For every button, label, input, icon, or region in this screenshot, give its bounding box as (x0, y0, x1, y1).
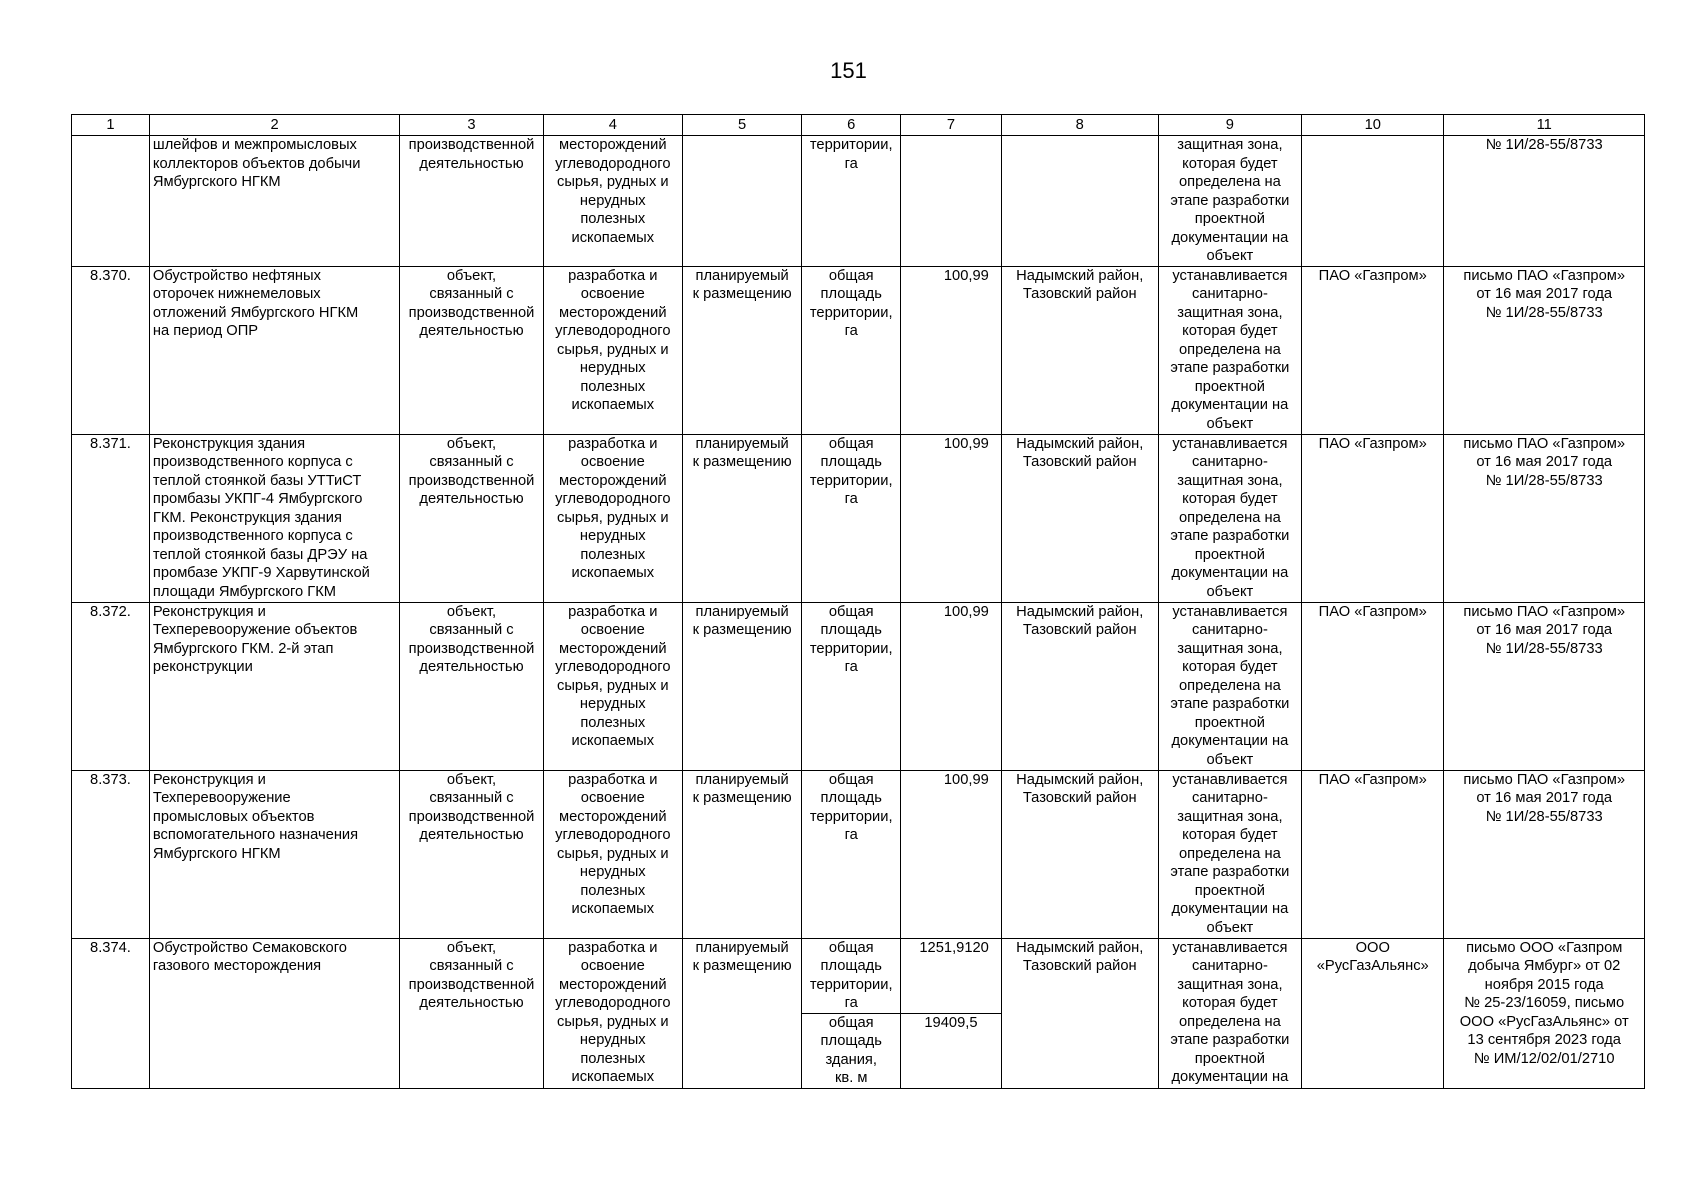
cell-zone: устанавливается санитарно- защитная зона, которая будет определена на этапе разработки проектной документации на объект (1158, 602, 1301, 770)
column-number: 5 (682, 115, 801, 136)
cell-zone: устанавливается санитарно- защитная зона, которая будет определена на этапе разработки проектной документации на объект (1158, 770, 1301, 938)
column-number: 11 (1444, 115, 1645, 136)
cell-purpose: разработка и освоение месторождений углеводородного сырья, рудных и нерудных полезных ископаемых (543, 434, 682, 602)
column-number: 6 (802, 115, 901, 136)
cell-zone: устанавливается санитарно- защитная зона, которая будет определена на этапе разработки проектной документации на (1158, 938, 1301, 1088)
table-row (72, 266, 1645, 434)
cell-document: письмо ПАО «Газпром» от 16 мая 2017 года № 1И/28-55/8733 (1444, 602, 1645, 770)
cell-object-type: объект, связанный с производственной деятельностью (400, 602, 543, 770)
page-number: 151 (830, 58, 867, 83)
cell-object-type: объект, связанный с производственной деятельностью (400, 938, 543, 1088)
cell-parameter: общая площадь территории, га (802, 770, 901, 938)
cell-object-name: шлейфов и межпромысловых коллекторов объектов добычи Ямбургского НГКМ (149, 136, 399, 267)
cell-object-name: Реконструкция и Техперевооружение объектов Ямбургского ГКМ. 2-й этап реконструкции (149, 602, 399, 770)
cell-object-type: объект, связанный с производственной деятельностью (400, 266, 543, 434)
cell-number: 8.370. (72, 266, 150, 434)
column-number: 3 (400, 115, 543, 136)
cell-status (682, 136, 801, 267)
cell-organization: ПАО «Газпром» (1302, 266, 1444, 434)
cell-parameter: общая площадь здания, кв. м (802, 1013, 901, 1088)
table-row (72, 434, 1645, 602)
table-row (72, 136, 1645, 267)
cell-parameter: общая площадь территории, га (802, 434, 901, 602)
cell-status: планируемый к размещению (682, 938, 801, 1088)
cell-status: планируемый к размещению (682, 602, 801, 770)
cell-organization: ПАО «Газпром» (1302, 602, 1444, 770)
cell-location: Надымский район, Тазовский район (1001, 602, 1158, 770)
cell-organization: ПАО «Газпром» (1302, 434, 1444, 602)
cell-parameter: общая площадь территории, га (802, 602, 901, 770)
table-row (72, 938, 1645, 1013)
column-number: 10 (1302, 115, 1444, 136)
cell-organization: ООО «РусГазАльянс» (1302, 938, 1444, 1088)
cell-zone: защитная зона, которая будет определена на этапе разработки проектной документации на объект (1158, 136, 1301, 267)
cell-object-name: Обустройство нефтяных оторочек нижнемеловых отложений Ямбургского НГКМ на период ОПР (149, 266, 399, 434)
table-row (72, 602, 1645, 770)
column-number: 1 (72, 115, 150, 136)
column-number: 4 (543, 115, 682, 136)
cell-value: 100,99 (901, 602, 1002, 770)
column-number: 7 (901, 115, 1002, 136)
table-row (72, 770, 1645, 938)
cell-location: Надымский район, Тазовский район (1001, 266, 1158, 434)
cell-number (72, 136, 150, 267)
cell-number: 8.371. (72, 434, 150, 602)
cell-document: письмо ПАО «Газпром» от 16 мая 2017 года № 1И/28-55/8733 (1444, 266, 1645, 434)
cell-purpose: месторождений углеводородного сырья, рудных и нерудных полезных ископаемых (543, 136, 682, 267)
cell-parameter: территории, га (802, 136, 901, 267)
cell-status: планируемый к размещению (682, 434, 801, 602)
cell-value (901, 136, 1002, 267)
cell-purpose: разработка и освоение месторождений углеводородного сырья, рудных и нерудных полезных ископаемых (543, 938, 682, 1088)
cell-value: 100,99 (901, 266, 1002, 434)
cell-zone: устанавливается санитарно- защитная зона, которая будет определена на этапе разработки проектной документации на объект (1158, 434, 1301, 602)
cell-document: письмо ПАО «Газпром» от 16 мая 2017 года № 1И/28-55/8733 (1444, 770, 1645, 938)
column-number: 2 (149, 115, 399, 136)
cell-parameter: общая площадь территории, га (802, 938, 901, 1013)
cell-object-type: производственной деятельностью (400, 136, 543, 267)
column-number-row (72, 115, 1645, 136)
column-number: 9 (1158, 115, 1301, 136)
cell-object-type: объект, связанный с производственной деятельностью (400, 434, 543, 602)
cell-value: 100,99 (901, 770, 1002, 938)
cell-number: 8.372. (72, 602, 150, 770)
cell-zone: устанавливается санитарно- защитная зона, которая будет определена на этапе разработки проектной документации на объект (1158, 266, 1301, 434)
column-number: 8 (1001, 115, 1158, 136)
cell-value: 100,99 (901, 434, 1002, 602)
cell-object-name: Обустройство Семаковского газового месторождения (149, 938, 399, 1088)
cell-number: 8.374. (72, 938, 150, 1088)
cell-location: Надымский район, Тазовский район (1001, 938, 1158, 1088)
cell-document: № 1И/28-55/8733 (1444, 136, 1645, 267)
cell-parameter: общая площадь территории, га (802, 266, 901, 434)
cell-document: письмо ООО «Газпром добыча Ямбург» от 02 ноября 2015 года № 25-23/16059, письмо ООО «РусГазАльянс» от 13 сентября 2023 года № ИМ/12/02/01/2710 (1444, 938, 1645, 1088)
cell-value: 19409,5 (901, 1013, 1002, 1088)
cell-status: планируемый к размещению (682, 266, 801, 434)
cell-location: Надымский район, Тазовский район (1001, 770, 1158, 938)
cell-location: Надымский район, Тазовский район (1001, 434, 1158, 602)
cell-purpose: разработка и освоение месторождений углеводородного сырья, рудных и нерудных полезных ископаемых (543, 602, 682, 770)
cell-value: 1251,9120 (901, 938, 1002, 1013)
objects-table (71, 114, 1645, 1089)
cell-object-type: объект, связанный с производственной деятельностью (400, 770, 543, 938)
cell-location (1001, 136, 1158, 267)
cell-status: планируемый к размещению (682, 770, 801, 938)
cell-document: письмо ПАО «Газпром» от 16 мая 2017 года № 1И/28-55/8733 (1444, 434, 1645, 602)
cell-object-name: Реконструкция здания производственного корпуса с теплой стоянкой базы УТТиСТ промбазы УКПГ-4 Ямбургского ГКМ. Реконструкция здания производственного корпуса с теплой стоянкой базы ДРЭУ на промбазе УКПГ-9 Харвутинской площади Ямбургского ГКМ (149, 434, 399, 602)
cell-number: 8.373. (72, 770, 150, 938)
cell-organization: ПАО «Газпром» (1302, 770, 1444, 938)
cell-purpose: разработка и освоение месторождений углеводородного сырья, рудных и нерудных полезных ископаемых (543, 266, 682, 434)
cell-organization (1302, 136, 1444, 267)
cell-object-name: Реконструкция и Техперевооружение промысловых объектов вспомогательного назначения Ямбургского НГКМ (149, 770, 399, 938)
cell-purpose: разработка и освоение месторождений углеводородного сырья, рудных и нерудных полезных ископаемых (543, 770, 682, 938)
